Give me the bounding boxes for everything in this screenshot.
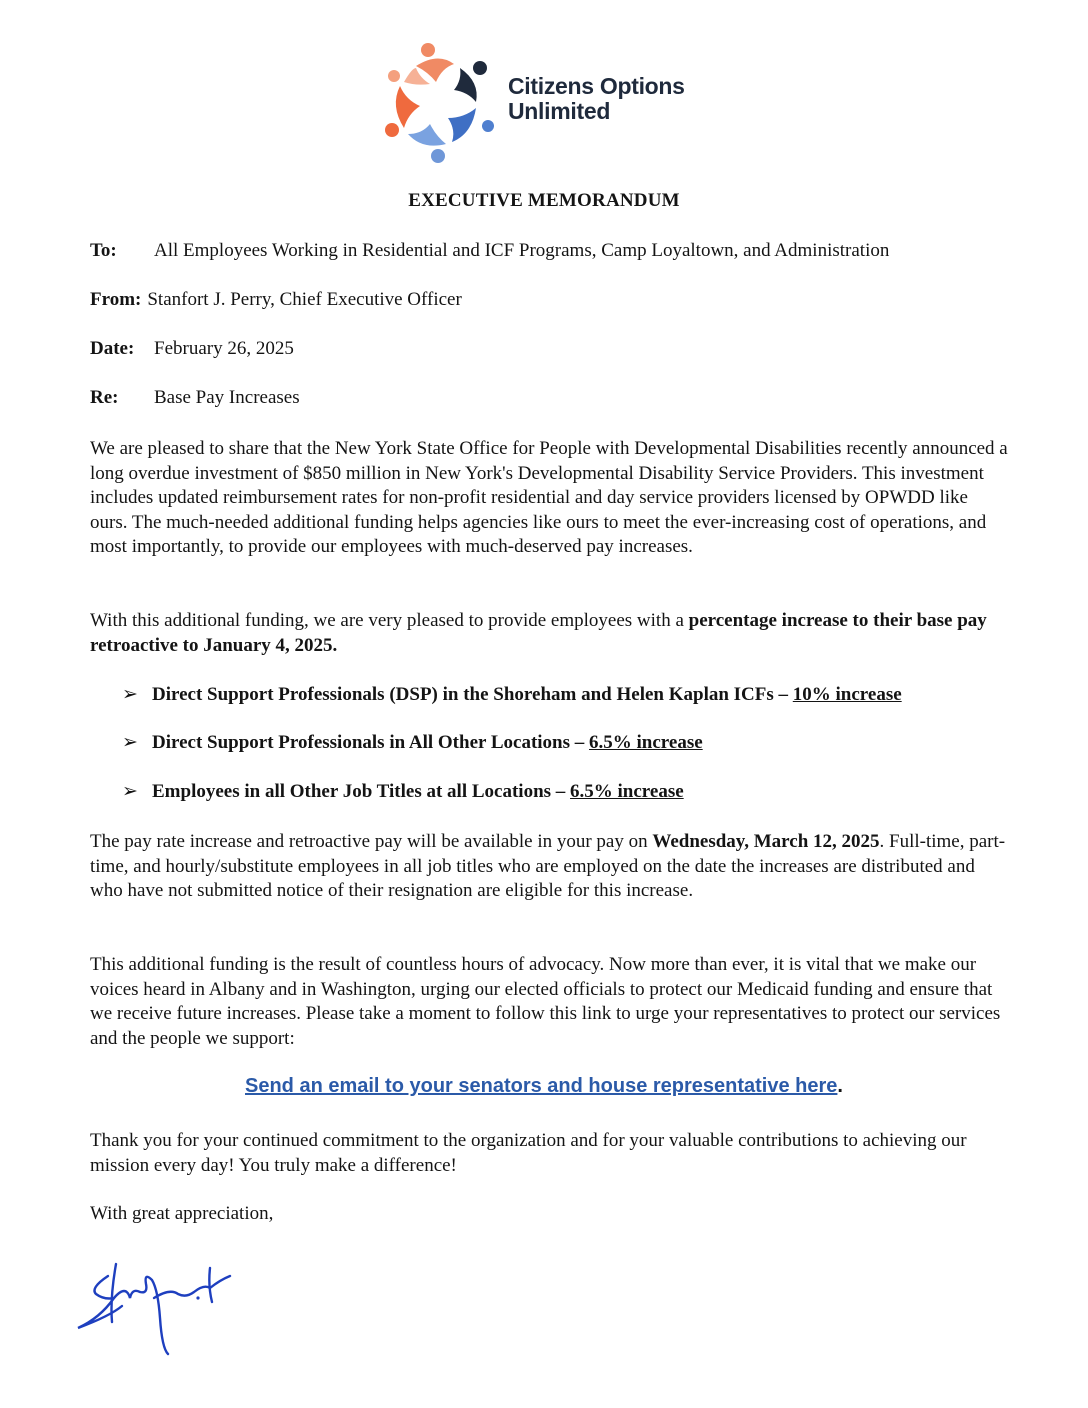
bullet-arrow-icon: ➢ bbox=[122, 732, 138, 753]
logo-line-1: Citizens Options bbox=[508, 73, 685, 99]
bullet-text: Employees in all Other Job Titles at all Locations – bbox=[152, 781, 571, 802]
closing-text: With great appreciation, bbox=[90, 1203, 274, 1224]
link-period: . bbox=[837, 1075, 843, 1097]
re-line bbox=[90, 387, 300, 409]
paragraph-thanks-text: Thank you for your continued commitment to the organization and for your valuable contributions to achieving our mission every day! You truly make a difference! bbox=[90, 1130, 967, 1176]
bullet-item bbox=[122, 683, 902, 706]
date-value: February 26, 2025 bbox=[154, 338, 294, 359]
date-line bbox=[90, 338, 294, 360]
re-value: Base Pay Increases bbox=[154, 387, 300, 408]
paragraph-increase-text: With this additional funding, we are very pleased to provide employees with a bbox=[90, 610, 689, 631]
advocacy-link-line bbox=[0, 1075, 1088, 1098]
email-representatives-link[interactable]: Send an email to your senators and house representative here bbox=[245, 1075, 838, 1097]
bullet-item bbox=[122, 731, 703, 754]
from-line bbox=[90, 289, 462, 311]
bullet-text: Direct Support Professionals (DSP) in the Shoreham and Helen Kaplan ICFs – bbox=[152, 684, 793, 705]
bullet-percent: 6.5% increase bbox=[570, 781, 684, 802]
bullet-arrow-icon: ➢ bbox=[122, 684, 138, 705]
memo-title: EXECUTIVE MEMORANDUM bbox=[408, 190, 680, 211]
to-line bbox=[90, 240, 889, 262]
re-label: Re: bbox=[90, 387, 119, 408]
bullet-item bbox=[122, 780, 684, 803]
bullet-text: Direct Support Professionals in All Other Locations – bbox=[152, 732, 590, 753]
from-label: From: bbox=[90, 289, 142, 310]
to-label: To: bbox=[90, 240, 117, 261]
signature-image bbox=[70, 1258, 250, 1358]
logo-wordmark bbox=[508, 74, 685, 124]
paragraph-pay-date-start: The pay rate increase and retroactive pay will be available in your pay on bbox=[90, 831, 653, 852]
paragraph-pay-date-bold: Wednesday, March 12, 2025 bbox=[652, 831, 880, 852]
paragraph-pay-date-end: . Full-time, part-time, and hourly/substitute employees in all job titles who are employed on the date the increases are distributed and who have not submitted notice of their resignation are eligible for this increase. bbox=[90, 831, 1006, 901]
paragraph-advocacy bbox=[90, 953, 1010, 1051]
organization-logo bbox=[376, 38, 736, 168]
logo-figures-icon bbox=[376, 38, 506, 168]
paragraph-increase bbox=[90, 609, 1010, 658]
paragraph-advocacy-text: This additional funding is the result of countless hours of advocacy. Now more than ever, it is vital that we make our voices heard in Albany and in Washington, urging our elected officials to protect our Medicaid funding and ensure that we receive future increases. Please take a moment to follow this link to urge your representatives to protect our services and the people we support: bbox=[90, 954, 1001, 1049]
date-label: Date: bbox=[90, 338, 135, 359]
logo-line-2: Unlimited bbox=[508, 98, 611, 124]
bullet-percent: 10% increase bbox=[792, 684, 902, 705]
paragraph-funding bbox=[90, 437, 1010, 560]
to-value: All Employees Working in Residential and ICF Programs, Camp Loyaltown, and Administration bbox=[154, 240, 890, 261]
bullet-arrow-icon: ➢ bbox=[122, 781, 138, 802]
paragraph-funding-text: We are pleased to share that the New York State Office for People with Developmental Disabilities recently announced a long overdue investment of $850 million in New York's Developmental Disability Service Providers. This investment includes updated reimbursement rates for non-profit residential and day service providers licensed by OPWDD like ours. The much-needed additional funding helps agencies like ours to meet the ever-increasing cost of operations, and most importantly, to provide our employees with much-deserved pay increases. bbox=[90, 438, 1008, 557]
from-value: Stanfort J. Perry, Chief Executive Officer bbox=[147, 289, 462, 310]
closing-line bbox=[90, 1202, 1010, 1227]
bullet-percent: 6.5% increase bbox=[589, 732, 703, 753]
paragraph-increase-bold: percentage increase to their base pay retroactive to January 4, 2025. bbox=[90, 610, 987, 656]
paragraph-pay-date bbox=[90, 830, 1010, 904]
paragraph-thanks bbox=[90, 1129, 1010, 1178]
